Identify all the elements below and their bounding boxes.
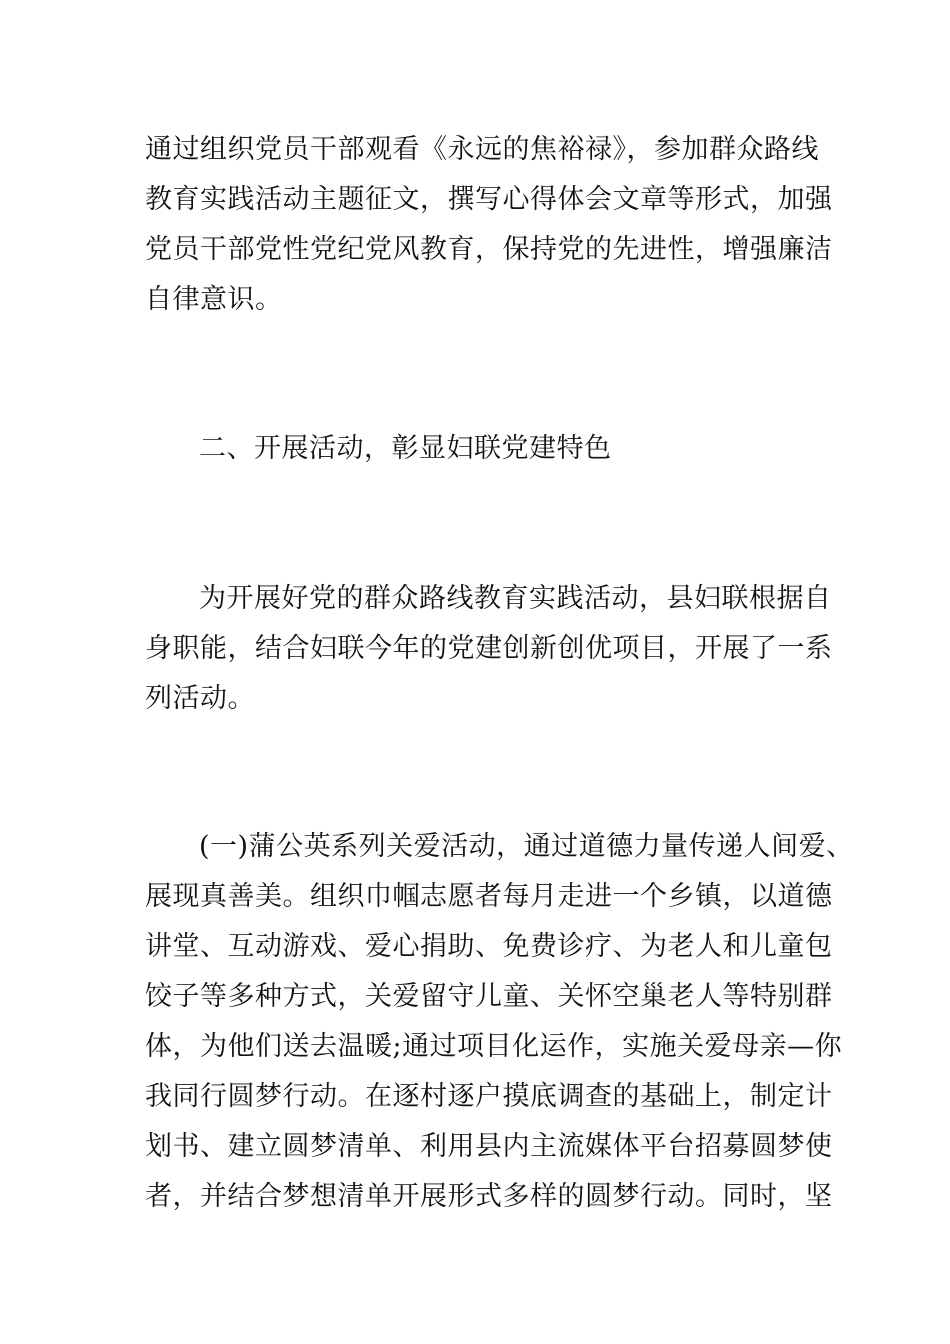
paragraph-3-line-1: (一)蒲公英系列关爱活动，通过道德力量传递人间爱、: [199, 831, 854, 862]
paragraph-1-line-1: 通过组织党员干部观看《永远的焦裕禄》，参加群众路线: [145, 134, 819, 165]
paragraph-3-line-2: 展现真善美。组织巾帼志愿者每月走进一个乡镇，以道德: [145, 881, 833, 912]
paragraph-3-line-3: 讲堂、互动游戏、爱心捐助、免费诊疗、为老人和儿童包: [145, 931, 833, 962]
paragraph-2-line-3: 列活动。: [145, 683, 255, 714]
paragraph-1-line-4: 自律意识。: [145, 284, 283, 315]
paragraph-3-line-4: 饺子等多种方式，关爱留守儿童、关怀空巢老人等特别群: [145, 981, 833, 1012]
paragraph-3-line-8: 者，并结合梦想清单开展形式多样的圆梦行动。同时，坚: [145, 1181, 833, 1212]
paragraph-3-line-7: 划书、建立圆梦清单、利用县内主流媒体平台招募圆梦使: [145, 1131, 833, 1162]
paragraph-2-line-1: 为开展好党的群众路线教育实践活动，县妇联根据自: [199, 583, 832, 614]
paragraph-3-line-5: 体，为他们送去温暖;通过项目化运作，实施关爱母亲—你: [145, 1031, 843, 1062]
paragraph-2-line-2: 身职能，结合妇联今年的党建创新创优项目，开展了一系: [145, 633, 833, 664]
section-heading-2: 二、开展活动，彰显妇联党建特色: [199, 433, 612, 464]
paragraph-1-line-3: 党员干部党性党纪党风教育，保持党的先进性，增强廉洁: [145, 234, 833, 265]
paragraph-1-line-2: 教育实践活动主题征文，撰写心得体会文章等形式，加强: [145, 184, 833, 215]
paragraph-3-line-6: 我同行圆梦行动。在逐村逐户摸底调查的基础上，制定计: [145, 1081, 833, 1112]
